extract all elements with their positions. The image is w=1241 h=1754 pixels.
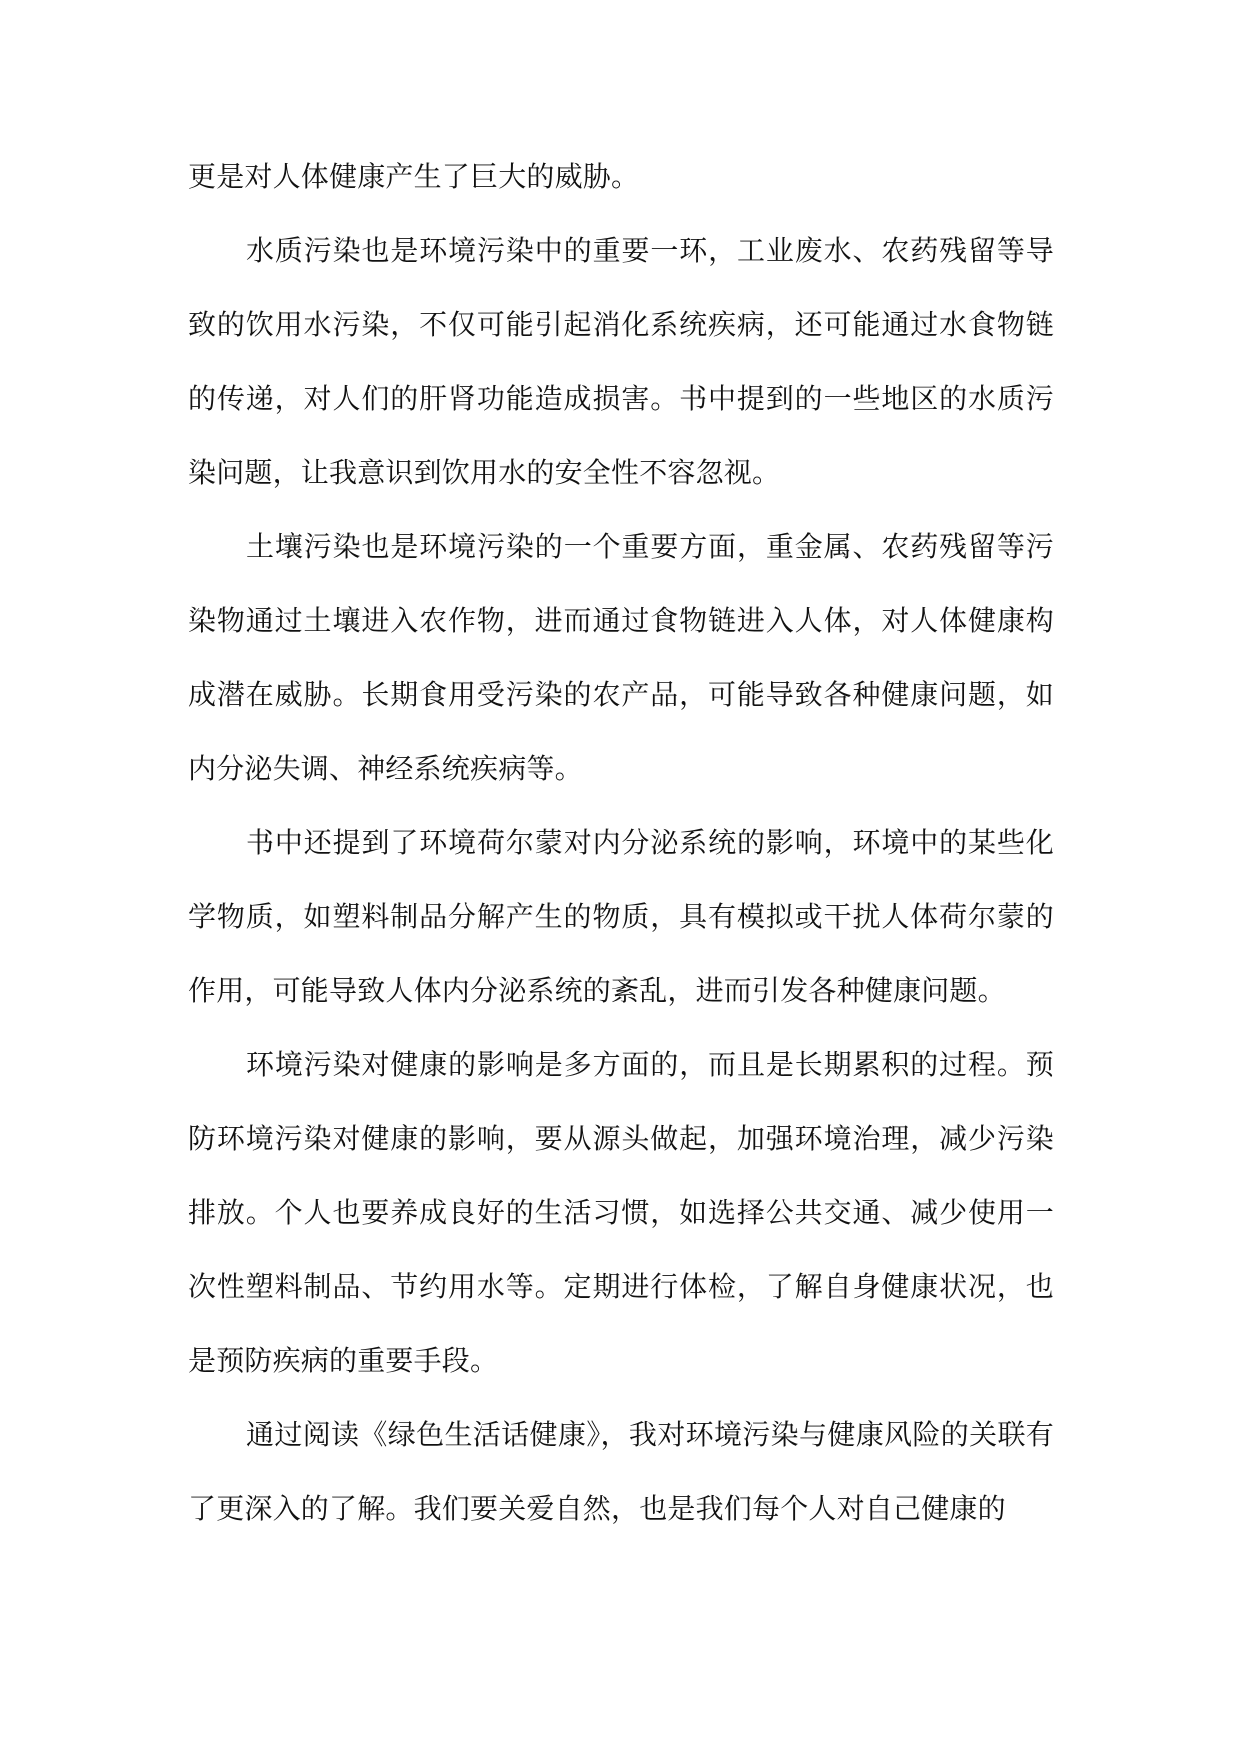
paragraph-continuation: 更是对人体健康产生了巨大的威胁。 — [188, 160, 640, 193]
paragraph-conclusion: 通过阅读《绿色生活话健康》，我对环境污染与健康风险的关联有了更深入的了解。我们要关爱自然，也是我们每个人对自己健康的 — [188, 1418, 1054, 1525]
paragraph-prevention: 环境污染对健康的影响是多方面的，而且是长期累积的过程。预防环境污染对健康的影响，要从源头做起，加强环境治理，减少污染排放。个人也要养成良好的生活习惯，如选择公共交通、减少使用一次性塑料制品、节约用水等。定期进行体检，了解自身健康状况，也是预防疾病的重要手段。 — [188, 1048, 1054, 1377]
paragraph-soil-pollution: 土壤污染也是环境污染的一个重要方面，重金属、农药残留等污染物通过土壤进入农作物，进而通过食物链进入人体，对人体健康构成潜在威胁。长期食用受污染的农产品，可能导致各种健康问题，如内分泌失调、神经系统疾病等。 — [188, 530, 1054, 785]
paragraph-environmental-hormones: 书中还提到了环境荷尔蒙对内分泌系统的影响，环境中的某些化学物质，如塑料制品分解产生的物质，具有模拟或干扰人体荷尔蒙的作用，可能导致人体内分泌系统的紊乱，进而引发各种健康问题。 — [188, 826, 1054, 1007]
paragraph-water-pollution: 水质污染也是环境污染中的重要一环，工业废水、农药残留等导致的饮用水污染，不仅可能引起消化系统疾病，还可能通过水食物链的传递，对人们的肝肾功能造成损害。书中提到的一些地区的水质污染问题，让我意识到饮用水的安全性不容忽视。 — [188, 234, 1054, 489]
document-body — [188, 140, 1054, 1546]
